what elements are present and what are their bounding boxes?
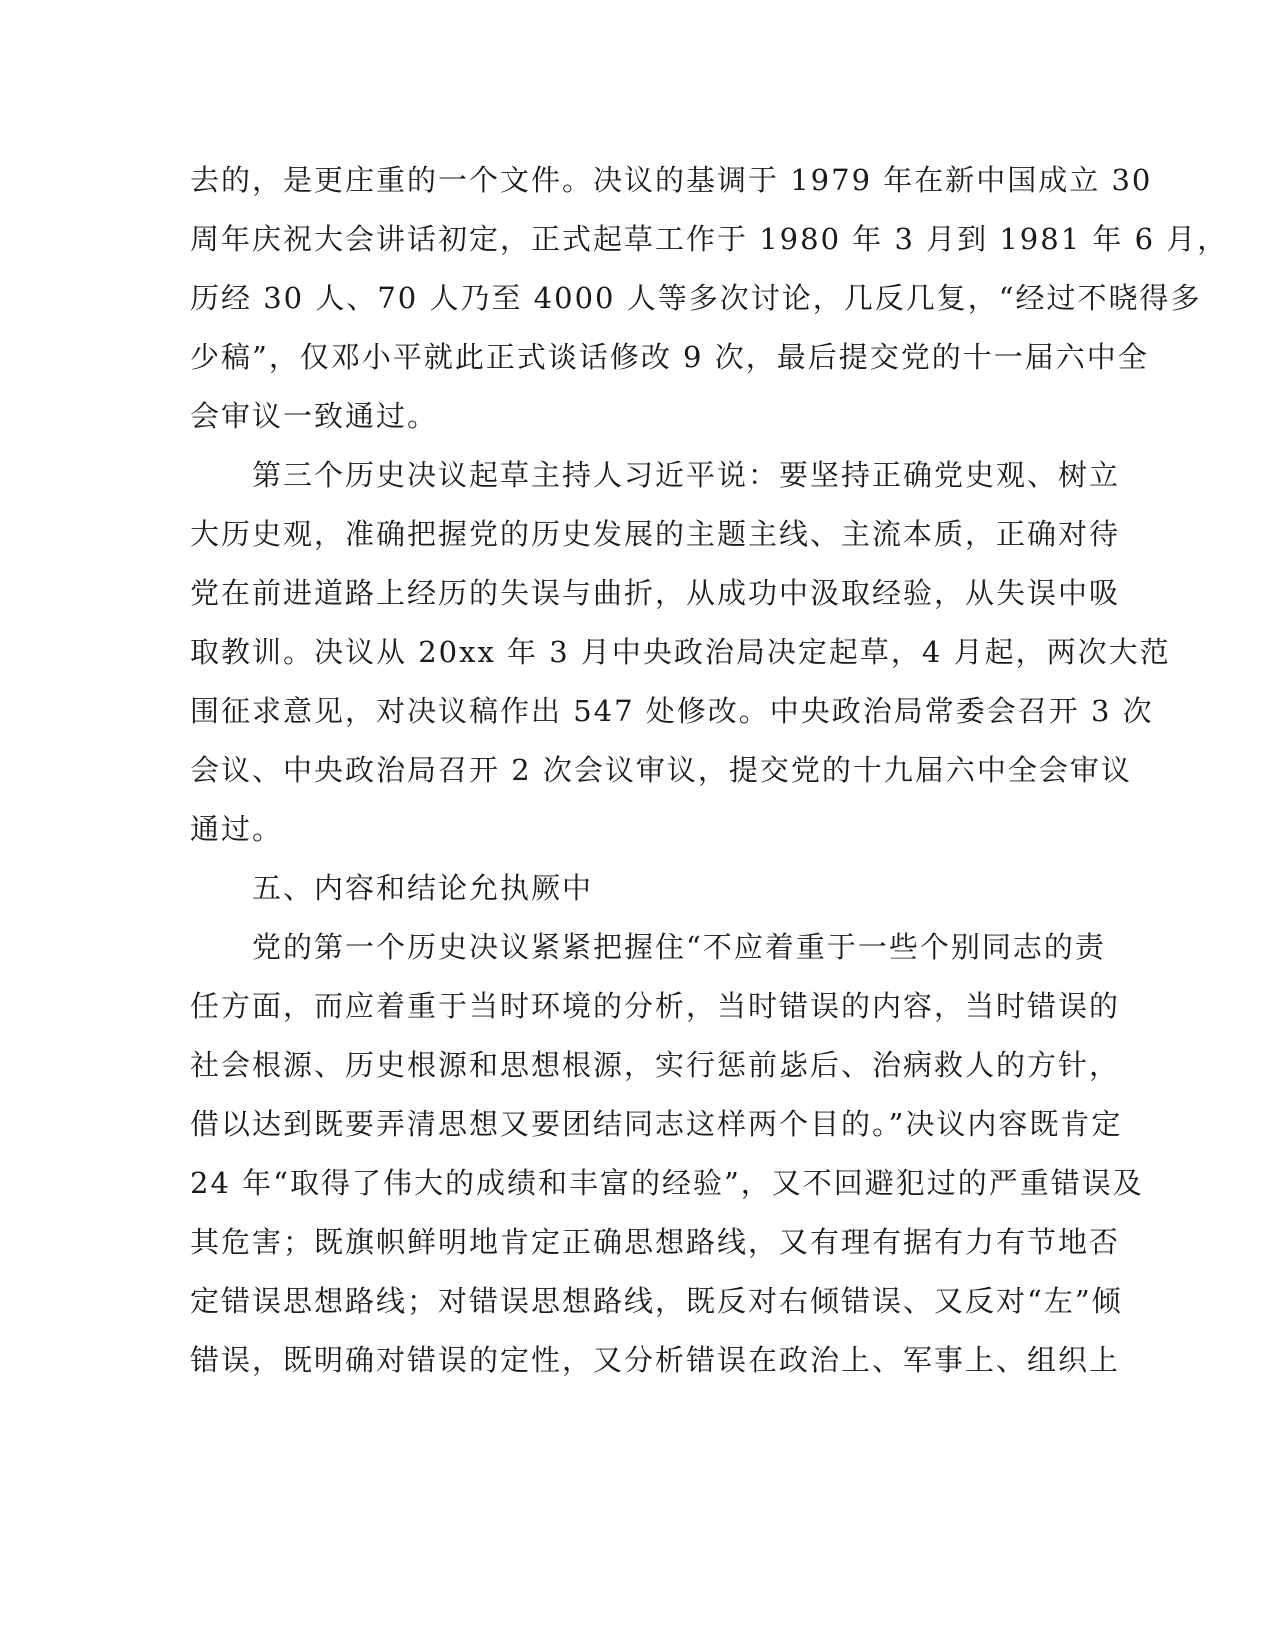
text-line: 党在前进道路上经历的失误与曲折，从成功中汲取经验，从失误中吸 xyxy=(190,576,1121,610)
text-line: 周年庆祝大会讲话初定，正式起草工作于 1980 年 3 月到 1981 年 6 月， xyxy=(190,222,1229,256)
text-line: 任方面，而应着重于当时环境的分析，当时错误的内容，当时错误的 xyxy=(190,989,1121,1023)
text-line: 错误，既明确对错误的定性，又分析错误在政治上、军事上、组织上 xyxy=(190,1343,1121,1377)
text-line: 会审议一致通过。 xyxy=(190,399,439,433)
text-line: 历经 30 人、70 人乃至 4000 人等多次讨论，几反几复，“经过不晓得多 xyxy=(190,281,1202,315)
text-line: 通过。 xyxy=(190,812,284,846)
text-line: 第三个历史决议起草主持人习近平说：要坚持正确党史观、树立 xyxy=(190,458,1121,492)
text-line: 定错误思想路线；对错误思想路线，既反对右倾错误、又反对“左”倾 xyxy=(190,1284,1123,1318)
text-line: 借以达到既要弄清思想又要团结同志这样两个目的。”决议内容既肯定 xyxy=(190,1107,1123,1141)
text-line: 取教训。决议从 20xx 年 3 月中央政治局决定起草，4 月起，两次大范 xyxy=(190,635,1171,669)
text-line: 少稿”，仅邓小平就此正式谈话修改 9 次，最后提交党的十一届六中全 xyxy=(190,340,1149,374)
text-line: 会议、中央政治局召开 2 次会议审议，提交党的十九届六中全会审议 xyxy=(190,753,1132,787)
text-line: 社会根源、历史根源和思想根源，实行惩前毖后、治病救人的方针， xyxy=(190,1048,1121,1082)
section-heading: 五、内容和结论允执厥中 xyxy=(190,871,594,905)
text-line: 大历史观，准确把握党的历史发展的主题主线、主流本质，正确对待 xyxy=(190,517,1121,551)
text-line: 党的第一个历史决议紧紧把握住“不应着重于一些个别同志的责 xyxy=(190,930,1106,964)
text-line: 围征求意见，对决议稿作出 547 处修改。中央政治局常委会召开 3 次 xyxy=(190,694,1154,728)
text-line: 24 年“取得了伟大的成绩和丰富的经验”，又不回避犯过的严重错误及 xyxy=(190,1166,1144,1200)
text-line: 去的，是更庄重的一个文件。决议的基调于 1979 年在新中国成立 30 xyxy=(190,163,1153,197)
text-line: 其危害；既旗帜鲜明地肯定正确思想路线，又有理有据有力有节地否 xyxy=(190,1225,1121,1259)
